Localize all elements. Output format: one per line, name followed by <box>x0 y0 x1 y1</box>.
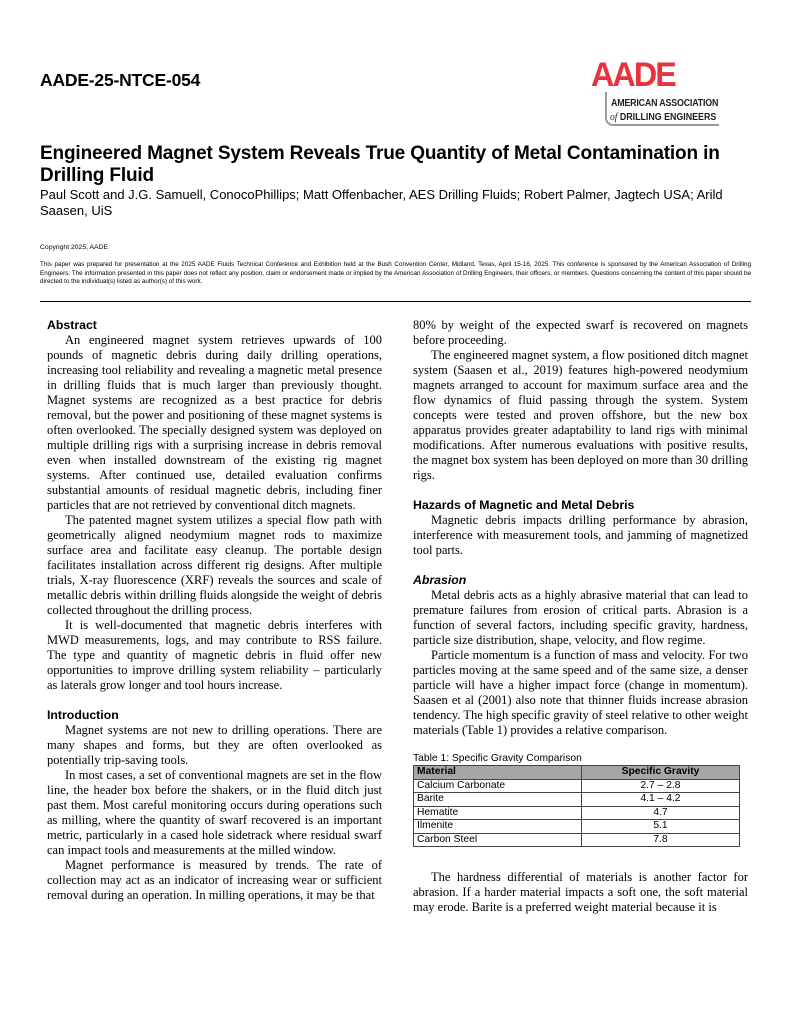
abstract-section <box>47 318 382 693</box>
abstract-paragraph: The patented magnet system utilizes a special flow path with geometrically aligned neodymium magnet rods to maximize surface area and facilitate easy cleanup. The portable design facilitates installation across different rig designs. After multiple trials, X-ray fluorescence (XRF) reveals the sources and scale of metallic debris within drilling fluids alongside the weight of debris collected throughout the drilling process. <box>47 513 382 617</box>
abstract-heading: Abstract <box>47 318 97 332</box>
logo-name-line2 <box>610 111 716 123</box>
material-cell: Ilmenite <box>414 820 582 834</box>
material-cell: Barite <box>414 793 582 807</box>
disclaimer: This paper was prepared for presentation at the 2025 AADE Fluids Technical Conference and Exhibition held at the Bush Convention Center, Midland, Texas, April 15-16, 2025. This conference is sponsored by the American Association of Drilling Engineers. The information presented in this paper does not reflect any position, claim or endorsement made or implied by the American Association of Drilling Engineers, their officers, or members. Questions concerning the content of this paper should be directed to the individual(s) listed as author(s) of this work. <box>40 261 751 286</box>
introduction-heading: Introduction <box>47 708 119 722</box>
material-cell: Carbon Steel <box>414 833 582 847</box>
hazards-section <box>413 498 748 558</box>
abrasion-paragraph: Particle momentum is a function of mass and velocity. For two particles moving at the same speed and of the same size, a denser particle will have a higher impact force (change in momentum). Saasen et al (2001) also note that thinner fluids increase abrasion tendency. The high specific gravity of steel relative to other weight materials (Table 1) provides a relative comparison. <box>413 648 748 737</box>
specific-gravity-cell: 7.8 <box>582 833 740 847</box>
hazards-heading: Hazards of Magnetic and Metal Debris <box>413 498 635 512</box>
paper-title: Engineered Magnet System Reveals True Quantity of Metal Contamination in Drilling Fluid <box>40 143 720 186</box>
material-cell: Calcium Carbonate <box>414 779 582 793</box>
after-table-paragraph: The hardness differential of materials is another factor for abrasion. If a harder material impacts a soft one, the soft material may erode. Barite is a preferred weight material because it is <box>413 870 748 914</box>
abstract-paragraph: An engineered magnet system retrieves upwards of 100 pounds of magnetic debris during daily drilling operations, increasing tool reliability and revealing a magnetic metal presence in drilling fluids that is much larger than previously thought. Magnet systems are recognized as a best practice for debris removal, but the power and positioning of these magnet systems is often overlooked. The specially designed system was deployed on multiple drilling rigs with a surprising increase in debris removal even when installed downstream of the existing rig magnet systems. After continued use, detailed evaluation confirms substantial amounts of residual magnetic debris, including finer particles that are not retrieved by conventional ditch magnets. <box>47 333 382 512</box>
table-row <box>414 806 740 820</box>
logo-name-line2-rest: DRILLING ENGINEERS <box>617 112 717 123</box>
column-header-material: Material <box>414 766 582 780</box>
copyright: Copyright 2025, AADE <box>40 244 109 251</box>
introduction-continued-paragraph: The engineered magnet system, a flow positioned ditch magnet system (Saasen et al., 2019) features high-powered neodymium magnets arranged to account for maximum surface area and the flow dynamics of fluid passing through the system. System concepts were tested and proven offshore, but the new box apparatus provides greater adaptability to land rigs with minimal modifications. After numerous evaluations with positive results, the magnet box system has been deployed on more than 30 drilling rigs. <box>413 348 748 482</box>
logo-of: of <box>610 111 618 123</box>
table-header-row <box>414 766 740 780</box>
table-row <box>414 833 740 847</box>
abrasion-heading: Abrasion <box>413 573 467 587</box>
aade-logo <box>583 56 733 132</box>
specific-gravity-cell: 5.1 <box>582 820 740 834</box>
left-column <box>47 318 382 903</box>
introduction-continued-paragraph: 80% by weight of the expected swarf is recovered on magnets before proceeding. <box>413 318 748 347</box>
specific-gravity-cell: 2.7 – 2.8 <box>582 779 740 793</box>
header-divider <box>40 301 751 302</box>
introduction-paragraph: Magnet systems are not new to drilling operations. There are many shapes and forms, but they are often overlooked as potentially trip-saving tools. <box>47 723 382 767</box>
authors: Paul Scott and J.G. Samuell, ConocoPhillips; Matt Offenbacher, AES Drilling Fluids; Robert Palmer, Jagtech USA; Arild Saasen, UiS <box>40 187 723 218</box>
table-row <box>414 779 740 793</box>
introduction-paragraph: In most cases, a set of conventional magnets are set in the flow line, the header box before the shakers, or in the fluid ditch just past them. Most careful monitoring occurs during operations such as milling, where the quantity of swarf recovered is an important metric, particularly in a cased hole sidetrack where residual swarf can impact tools and measurements at the milled window. <box>47 768 382 857</box>
right-column <box>413 318 748 915</box>
table-row <box>414 793 740 807</box>
specific-gravity-table <box>413 765 740 847</box>
specific-gravity-cell: 4.1 – 4.2 <box>582 793 740 807</box>
material-cell: Hematite <box>414 806 582 820</box>
abrasion-paragraph: Metal debris acts as a highly abrasive material that can lead to premature failures from erosion of critical parts. Abrasion is a function of several factors, including specific gravity, hardness, particle size distribution, shape, velocity, and flow regime. <box>413 588 748 647</box>
table-caption: Table 1: Specific Gravity Comparison <box>413 753 582 764</box>
specific-gravity-cell: 4.7 <box>582 806 740 820</box>
introduction-section <box>47 708 382 903</box>
logo-acronym: AADE <box>591 56 675 94</box>
hazards-paragraph: Magnetic debris impacts drilling performance by abrasion, interference with measurement tools, and jamming of magnetized tool parts. <box>413 513 748 557</box>
table-row <box>414 820 740 834</box>
introduction-paragraph: Magnet performance is measured by trends. The rate of collection may act as an indicator of increasing wear or sufficient removal during an operation. In milling operations, it may be that <box>47 858 382 902</box>
abstract-paragraph: It is well-documented that magnetic debris interferes with MWD measurements, logs, and may contribute to RSS failure. The type and quantity of magnetic debris in fluid offer new opportunities to improve drilling system reliability – particularly as laterals grow longer and tool hours increase. <box>47 618 382 692</box>
column-header-specific-gravity: Specific Gravity <box>582 766 740 780</box>
logo-name-line1: AMERICAN ASSOCIATION <box>611 98 719 109</box>
abrasion-section <box>413 573 748 738</box>
paper-id: AADE-25-NTCE-054 <box>40 70 201 90</box>
